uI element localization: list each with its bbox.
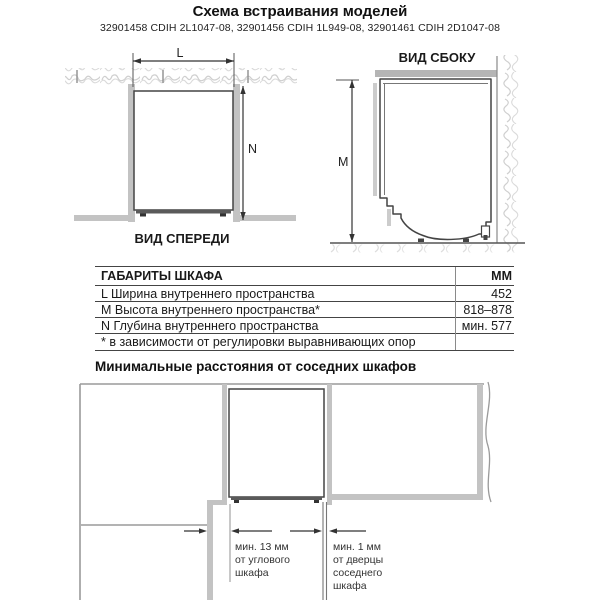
appliance-top-outline: [229, 389, 324, 497]
niche-right-panel: [233, 84, 240, 222]
doc-title: Схема встраивания моделей: [192, 3, 408, 20]
appliance-front-base: [231, 497, 322, 500]
door-label-line4: шкафа: [333, 580, 367, 592]
wall-hatch-band: [498, 55, 519, 251]
countertop-panel: [375, 70, 497, 77]
door-label-line1: мин. 1 мм: [333, 541, 381, 553]
table-row: [95, 286, 514, 302]
dim-M-label: M: [338, 155, 349, 169]
front-foot-right: [463, 239, 469, 243]
arrow1-left-head: [314, 528, 322, 533]
clearance-door-label: [333, 541, 383, 592]
floor-strip-right: [240, 215, 296, 221]
clearance-corner-label: [235, 541, 290, 579]
plinth-strip: [387, 209, 391, 226]
corner-label-line3: шкафа: [235, 567, 269, 579]
dim-L-arrow-left: [133, 58, 141, 63]
side-view-diagram: [325, 46, 530, 258]
dim-M-arrow-bottom: [349, 234, 354, 242]
row-value: 818–878: [463, 302, 512, 317]
appliance-front-outline: [134, 91, 233, 210]
appliance-side-profile: [380, 79, 491, 239]
table-column-divider: [455, 267, 456, 350]
document-header: [0, 3, 600, 34]
dim-N-label: N: [248, 142, 258, 156]
table-footnote: * в зависимости от регулировки выравнивающих опор: [101, 335, 416, 349]
rear-foot-pad: [484, 235, 488, 240]
arrow13-right-head: [231, 528, 239, 533]
neighbor-cabinet-side-panel: [477, 384, 483, 500]
table-header-unit: ММ: [491, 269, 512, 283]
row-value: 452: [491, 286, 512, 301]
door-label-line3: соседнего: [333, 567, 383, 579]
dimensions-table: [95, 266, 514, 351]
side-view-caption: ВИД СБОКУ: [398, 50, 476, 65]
appliance-base-foot-right: [314, 500, 319, 503]
dim-L-label: L: [176, 46, 184, 60]
clearances-heading: Минимальные расстояния от соседних шкафов: [95, 359, 417, 374]
arrow1-right-head: [329, 528, 337, 533]
table-footnote-row: [95, 334, 514, 350]
front-hatch-band: [65, 68, 297, 86]
appliance-foot-left: [140, 214, 146, 217]
row-value: мин. 577: [461, 318, 512, 333]
appliance-base: [136, 210, 231, 214]
door-label-line2: от дверцы: [333, 554, 384, 566]
row-label: L Ширина внутреннего пространства: [101, 286, 315, 301]
niche-left-wall: [222, 384, 227, 505]
clearance-diagram: [60, 378, 540, 600]
appliance-foot-right: [220, 214, 226, 217]
front-view-diagram: [60, 46, 305, 258]
neighbor-cabinet-front-panel: [332, 494, 483, 500]
appliance-base-foot-left: [234, 500, 239, 503]
corner-cabinet-panel: [207, 500, 213, 600]
table-header-row: [95, 267, 514, 286]
row-label: N Глубина внутреннего пространства: [101, 318, 319, 333]
dim-L-arrow-right: [226, 58, 234, 63]
front-foot-left: [418, 239, 424, 243]
arrow13-left-head: [199, 528, 207, 533]
corner-label-line1: мин. 13 мм: [235, 541, 289, 553]
break-line: [486, 382, 491, 502]
door-edge-strip: [373, 83, 377, 196]
table-header-name: ГАБАРИТЫ ШКАФА: [101, 269, 223, 283]
front-view-caption: ВИД СПЕРЕДИ: [134, 231, 230, 246]
model-list: 32901458 CDIH 2L1047-08, 32901456 CDIH 1L949-08, 32901461 CDIH 2D1047-08: [99, 22, 501, 34]
row-label: M Высота внутреннего пространства*: [101, 302, 320, 317]
floor-hatch: [330, 245, 525, 253]
niche-right-wall: [327, 384, 332, 505]
dim-M-arrow-top: [349, 80, 354, 88]
floor-strip-left: [74, 215, 128, 221]
dim-N-arrow-top: [240, 86, 245, 94]
table-row: [95, 318, 514, 334]
corner-label-line2: от углового: [235, 554, 291, 566]
table-row: [95, 302, 514, 318]
